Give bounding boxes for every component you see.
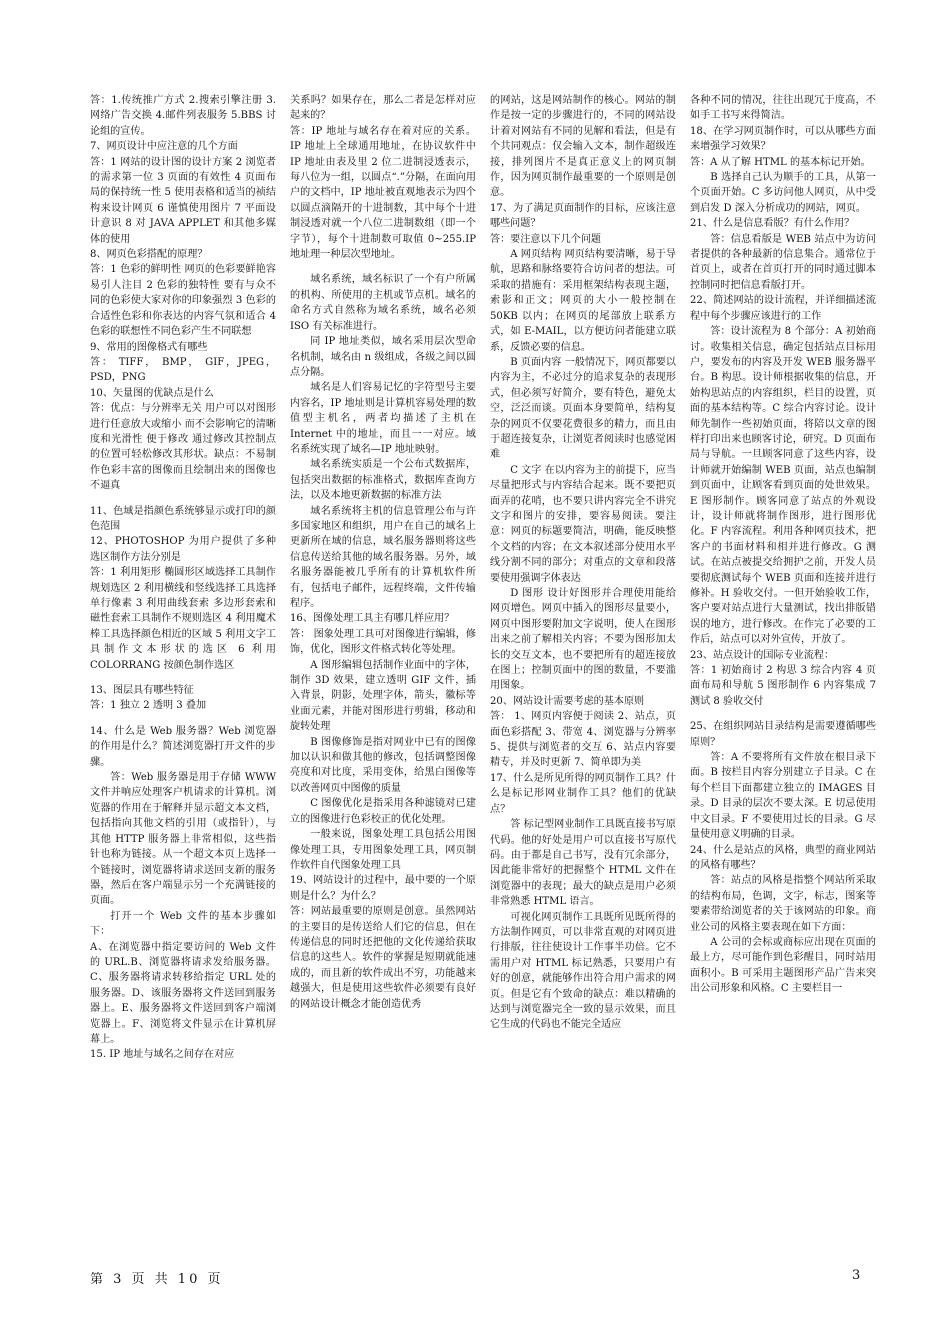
paragraph: 答：优点：与分辨率无关 用户可以对图形进行任意放大或缩小 而不会影响它的清晰度和光滑性 便于修改 通过修改其控制点的位置可轻松修改其形状。缺点：不易制作色彩丰富的图像而且绘制出来的图像也不逼真	[90, 403, 276, 492]
page-count-label: 第 3 页 共 10 页	[90, 1272, 224, 1287]
paragraph: B 页面内容 一般情况下，网页都要以内容为主，不必过分的追求复杂的表现形式，但必须写好简介，要有特色，避免太空，泛泛而谈。页面本身要简单，结构复杂的网页不仅要花费很多的精力，而且由于超连接复杂，让浏览者阅读时也感觉困难	[490, 356, 676, 461]
paragraph: 10、矢量图的优缺点是什么	[90, 387, 214, 399]
paragraph: 同 IP 地址类似，域名采用层次型命名机制，域名由 n 级组成，各级之间以圆点分隔。	[290, 336, 476, 378]
paragraph: 15. IP 地址与域名之间存在对应	[90, 1049, 235, 1061]
paragraph: 答：IP 地址与域名存在着对应的关系。IP 地址上全球通用地址，在协议软件中 IP 地址由表及里 2 位二进制浸透表示，每八位为一组，以圆点“.”分隔，在面向用户的文档中，IP 地址被直观地表示为四个以圆点滴隔开的十进制数，其中每个十进制浸透对就一个八位二进制数组（即一个字节），每个十进制数可取值 0~255.IP 地址理一种层次型地址。	[290, 125, 476, 261]
paragraph: 17、为了满足页面制作的目标，应该注意哪些问题？	[490, 202, 676, 230]
text-column-2	[290, 93, 476, 1253]
paragraph: 16、图像处理工具主有哪几样应用？	[290, 613, 455, 625]
paragraph: 答：1 色彩的鲜明性 网页的色彩要鲜艳容易引人注目 2 色彩的独特性 要有与众不同的色彩使大家对你的印象强烈 3 色彩的合适性色彩和你表达的内容气氛和适合 4 色彩的联想性不同色彩产生不同联想	[90, 264, 276, 338]
paragraph: 8、网页色彩搭配的原理？	[90, 249, 208, 261]
paragraph: 答： 图象处理工具可对图像进行编辑，修饰，优化，图形文件格式转化等处理。	[290, 628, 476, 656]
paragraph: 可视化网页制作工具既所见既所得的方法制作网页，可以非常直观的对网页进行排版，往往使设计工作事半功倍。它不需用户对 HTML 标记熟悉，只要用户有好的创意，就能够作出符合用户需求的网页。但是它有个致命的缺点：难以精确的达到与浏览器完全一致的显示效果，而且它生成的代码也不能完全适应	[490, 911, 676, 1031]
paragraph: 11、色域是指颜色系统够显示或打印的颜色范围	[90, 505, 276, 532]
paragraph: 24、什么是站点的风格，典型的商业网站的风格有哪些？	[690, 844, 876, 871]
paragraph: 答：网站最重要的原则是创意。虽然网站的主要目的是传送给人们它的信息，但在传递信息的同时还把他的文化传递给获取信息的这些人。软件的掌握是短期就能速成的，而且新的软件成出不穷，功能越来越强大，但是使用这些软件必须要有良好的网站设计概念才能创造优秀	[290, 906, 476, 1010]
paragraph: 25、在组织网站目录结构是需要遵循哪些原则？	[690, 721, 876, 748]
paragraph: 答：信息看版是 WEB 站点中为访问者提供的各种最新的信息集合。通常位于首页上，或者在首页打开的同时通过脚本控制同时把信息看版打开。	[690, 233, 876, 291]
paragraph: 13、图层具有哪些特征	[90, 685, 194, 697]
paragraph: A 网页结构 网页结构要清晰，易于导航，思路和脉络要符合访问者的想法。可采取的措施有：采用框架结构表现主题，索影和正文；网页的大小一般控制在 50KB 以内；在网页的尾部放上联系方式，如 E-MAIL，以方便访问者能建立联系，反馈必要的信息。	[490, 249, 676, 353]
paragraph: 答：Web 服务器是用于存储 WWW 文件并响应处理客户机请求的计算机。浏览器的作用在于解释并显示超文本文档，包括指向其他文档的引用（或指针），与其他 HTTP 服务器上非常相似，这些指针也称为链接。从一个超文本页上选择一个链接时，浏览器将请求送回支新的服务器，然后在客户端显示另一个充满链接的页面。	[90, 772, 276, 907]
paragraph: 答：1 利用矩形 椭圆形区域选择工具制作规划选区 2 利用横线和竖线选择工具选择单行像素 3 利用曲线套索 多边形套索和磁性套索工具制作不规则选区 4 利用魔术棒工具选择颜色相近的区域 5 利用文字工具制作文本形状的选区 6 利用 COLORRANG 按颜色制作选区	[90, 567, 276, 671]
page-number: 3	[852, 1268, 861, 1283]
paragraph: 17、什么是所见所得的网页制作工具？什么是标记形网业制作工具？他们的优缺点？	[490, 772, 676, 815]
paragraph: 20、网站设计需要考虑的基本原则	[490, 695, 645, 707]
paragraph: A、在浏览器中指定要访问的 Web 文件的 URL.B、浏览器将请求发给服务器。C、服务器将请求转移给指定 URL 处的服务器。D、该服务器将文件送回到服务器上。E、服务器将文件送回到客户端浏览器上。F、浏览将文件显示在计算机屏幕上。	[90, 941, 276, 1045]
paragraph: 21、什么是信息看版？有什么作用？	[690, 218, 855, 230]
paragraph: 14、什么是 Web 服务器？Web 浏览器的作用是什么？简述浏览器打开文件的步骤。	[90, 725, 276, 768]
paragraph: 打开一个 Web 文件的基本步骤如下：	[90, 910, 276, 938]
paragraph: 9、常用的图像格式有哪些	[90, 341, 208, 353]
paragraph: B 选择自己认为顺手的工具，从第一个页面开始。C 多访问他人网页，从中受到启发 D 深入分析成功的网站，网页。	[690, 172, 876, 214]
text-column-4	[690, 93, 876, 1253]
text-column-3	[490, 93, 676, 1253]
paragraph: C 图像优化是指采用各种滤镜对已建立的图像进行色彩校正的优化处理。	[290, 798, 476, 825]
paragraph: 域名系统将主机的信息管理公布与许多国家地区和组织，用户在自己的域名上更新所在域的信息，域名服务器则将这些信息传送给其他的域名服务器。另外，域名服务器能被几乎所有的计算机软件所有，包括电子邮件，远程终端，文件传输程序。	[290, 505, 476, 609]
paragraph: A 公司的会标或商标应出现在页面的最上方，尽可能作到色彩醒目，同时站用面积小。B 可采用主题图形产品广告来突出公司形象和风格。C 主要栏目一	[690, 936, 876, 995]
paragraph: 答：1 独立 2 透明 3 叠加	[90, 700, 207, 712]
paragraph: 7、网页设计中应注意的几个方面	[90, 141, 238, 153]
paragraph: 答：1.传统推广方式 2.搜索引擎注册 3.网络广告交换 4.邮件列表服务 5.BBS 讨论组的宣传。	[90, 95, 276, 137]
paragraph: D 图形 设计好图形并合理使用能给网页增色。网页中插入的图形尽量要小，网页中图形要附加文字说明，使人在图形出来之前了解相关内容；不要为图形加太长的交互文本，也不要把所有的超连接放在图上；控制页面中的图的数量，不要滥用图象。	[490, 588, 676, 692]
paragraph: 22、简述网站的设计流程，并详细描述流程中每个步骤应该进行的工作	[690, 295, 876, 322]
paragraph: 域名是人们容易记忆的字符型号主要内容名，IP 地址则是计算机容易处理的数值型主机名，两者均描述了主机在 Internet 中的地址，而且一一对应。域名系统实现了域名—IP 地址映射。	[290, 382, 476, 455]
paragraph: 答：1 网站的设计图的设计方案 2 浏览者的需求第一位 3 页面的有效性 4 页面布局的保持统一性 5 使用表格和适当的祯结构来设计网页 6 谨慎使用图片 7 平面设计意识 8 对 JAVA APPLET 和其他多媒体的使用	[90, 156, 276, 245]
paragraph: 关系吗？如果存在，那么二者是怎样对应起来的？	[290, 95, 476, 122]
paragraph: 域名系统，域名标识了一个有户所属的机构、所使用的主机或节点机。域名的命名方式自然称为域名系统，域名必须 ISO 有关标准进行。	[290, 274, 476, 332]
paragraph: 答：要注意以下几个问题	[490, 233, 602, 245]
paragraph: 答：A 不要将所有文件放在根目录下面。B 按栏目内容分别建立子目录。C 在每个栏目下面都建立独立的 IMAGES 目录。D 目录的层次不要太深。E 切忌使用中文目录。F 不要使用过长的目录。G 尽量使用意义明确的目录。	[690, 752, 876, 841]
paragraph: 答：设计流程为 8 个部分：A 初始商讨。收集相关信息，确定包括站点目标用户，要发布的内容及开发 WEB 服务器平台。B 构思。设计师根据收集的信息，开始构思站点的内容组织，栏目的设置，页面的基本结构等。C 综合内容讨论。设计师先制作一些初始页面，将陪以文章的图样打印出来也顾客讨论，研究。D 页面布局与导航。一旦顾客同意了这些内容，设计师就开始编制 WEB 页面，站点也编制到页面中，让顾客看到页面的处世效果。E 图形制作。顾客同意了站点的外观设计，设计师就将制作图形，进行图形优化。F 内容流程。利用各种网页技术，把客户的书面材料和相并进行修改。G 测试。在站点被提交给拥护之前，开发人员要彻底测试每个 WEB 页面和连接并进行修补。H 验收交付。一但开始验收工作，客户要对站点进行大量测试，找出排版错误的地方，进行修改。在作完了必要的工作后，站点可以对外宣传，开放了。	[690, 326, 876, 646]
paragraph: 一般来说，图象处理工具包括公用图像处理工具，专用图象处理工具，网页制作软件自代图象处理工具	[290, 829, 476, 871]
paragraph: 各种不同的情况，往往出现冗于度高，不如手工书写来得简洁。	[690, 95, 876, 122]
paragraph: 答：站点的风格是指整个网站所采取的结构布局，色调，文字，标志，图案等要素带给浏览者的关于该网站的印象。商业公司的风格主要表现在如下方面：	[690, 875, 876, 933]
paragraph: 答：A 从了解 HTML 的基本标记开始。	[690, 156, 871, 168]
paragraph: B 图像修饰是指对网业中已有的图像加以认识和做其他的修改，包括调整图像亮度和对比度，采用变体，给黑白图像等以改善网页中图像的质量	[290, 736, 476, 794]
paragraph: 答 标记型网业制作工具既直接书写原代码。他的好处是用户可以直接书写原代码。由于都是自己书写，没有冗余部分，因此能非常好的把握整个 HTML 文件在浏览器中的表现；最大的缺点是用户必须非常熟悉 HTML 语言。	[490, 819, 676, 908]
paragraph: 答： 1、网页内容便于阅读 2、站点，页面色彩搭配 3、带宽 4、浏览器与分辨率 5、提供与浏览者的交互 6、站点内容要精专，并及时更新 7、简单即为美	[490, 711, 676, 769]
paragraph: 19、网站设计的过程中，最中要的一个原则是什么？为什么？	[290, 875, 476, 902]
paragraph: A 图形编辑包括制作业面中的字体，制作 3D 效果，建立透明 GIF 文件，插入背景，阴影，处理字体，箭头，徽标等业面元素，并能对图形进行剪辑，移动和旋转处理	[290, 659, 476, 733]
paragraph: 答： TIFF， BMP， GIF，JPEG，PSD，PNG	[90, 356, 276, 384]
text-column-1	[90, 93, 276, 1253]
paragraph: 18、在学习网页制作时，可以从哪些方面来增强学习效果？	[690, 125, 876, 153]
paragraph: 12、PHOTOSHOP 为用户提供了多种选区制作方法分别是	[90, 536, 276, 563]
paragraph: 23、站点设计的国际专业流程：	[690, 649, 835, 661]
paragraph: 的网站，这是网站制作的核心。网站的制作是按一定的步骤进行的，不同的网站设计着对网站有不同的见解和看法，但是有个共同观点：仅会输入文本，制作超级连接，排列图片不是真正意义上的网页制作，因为网页制作最重要的一个原则是创意。	[490, 95, 676, 199]
paragraph: 答：1 初始商讨 2 构思 3 综合内容 4 页面布局和导航 5 图形制作 6 内容集成 7 测试 8 验收交付	[690, 665, 876, 707]
paragraph: C 文字 在以内容为主的前提下，应当尽量把形式与内容结合起来。既不要把页面弄的花哨，也不要只讲内容完全不讲究文字和图片的安排，要容易阅读。要注意：网页的标题要简洁，明确，能反映整个文档的内容；在文本叙述部分使用水平线分割不同的部分；对重点的文章和段落要使用强调字体表达	[490, 464, 676, 584]
paragraph: 域名系统实质是一个公布式数据库，包括突出数据的标准格式，数据库查询方法，以及本地更新数据的标准方法	[290, 459, 476, 502]
